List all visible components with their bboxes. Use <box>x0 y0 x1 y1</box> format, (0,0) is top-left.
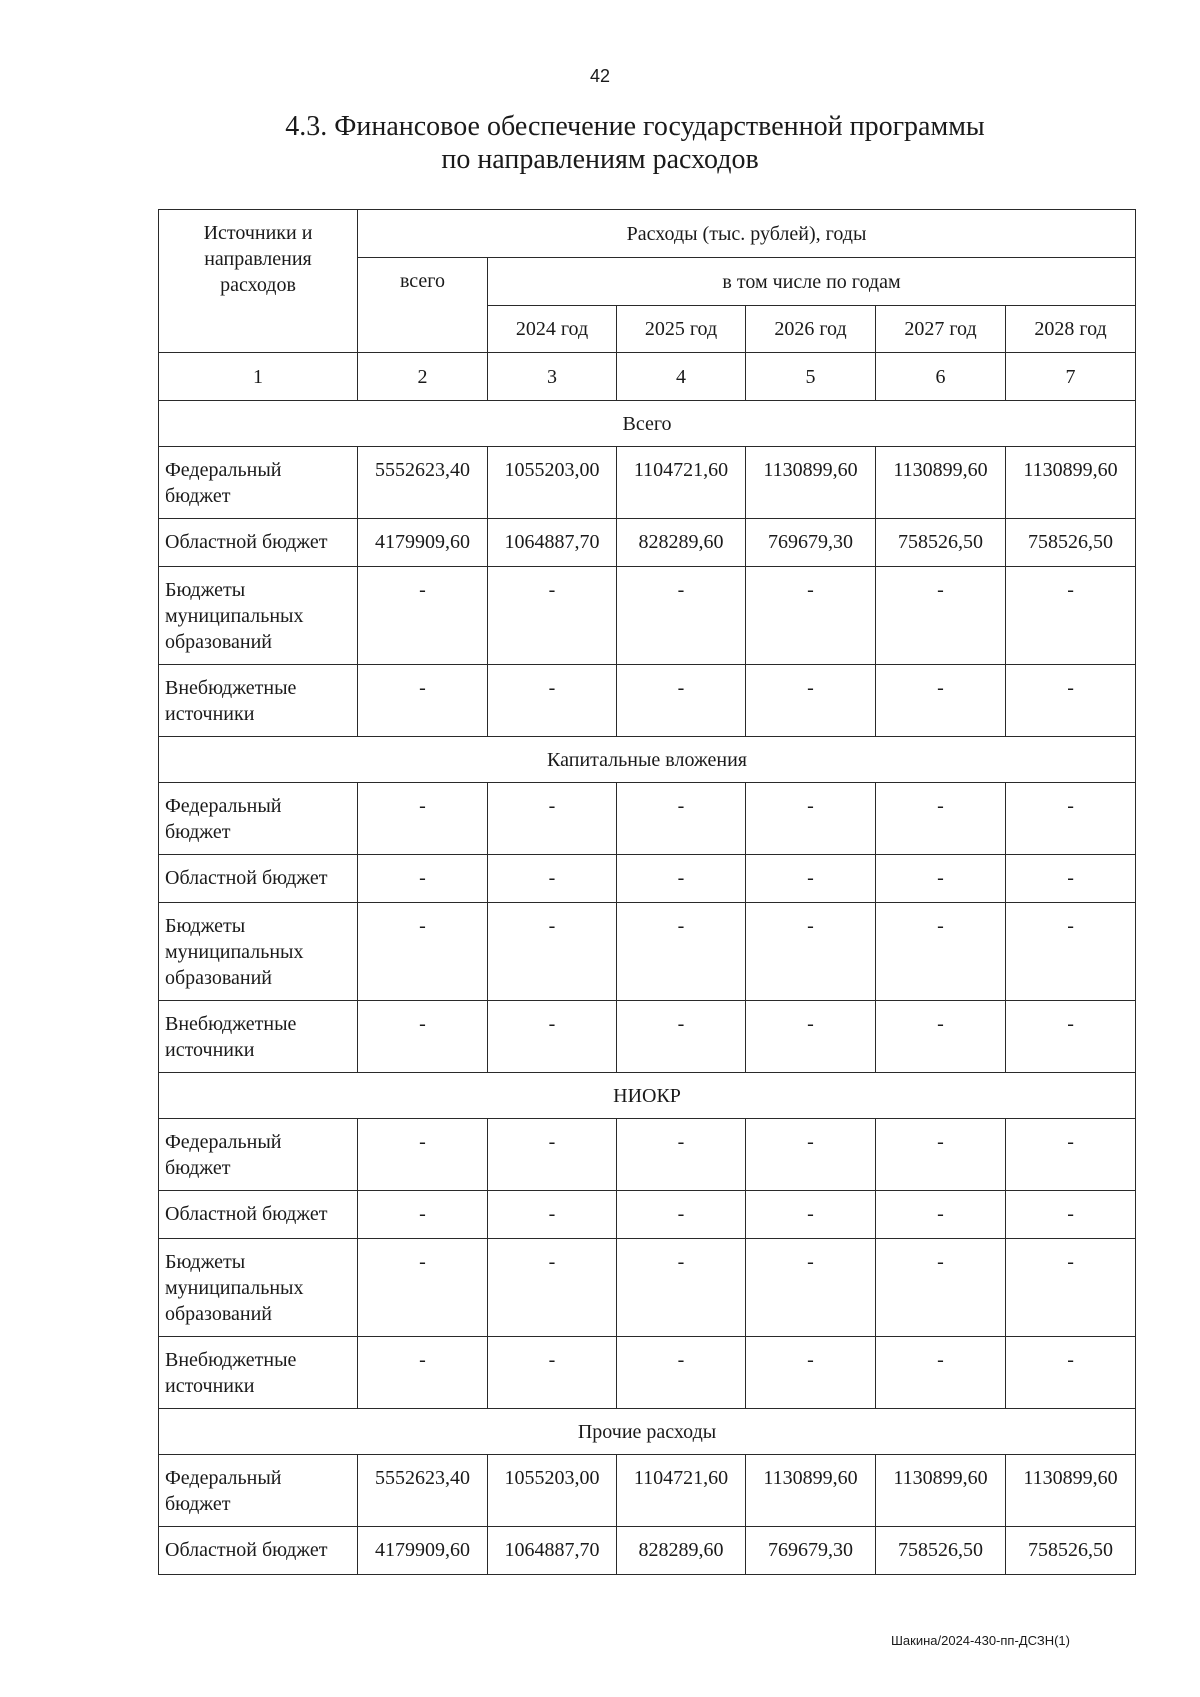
page-title <box>0 110 1200 176</box>
cell-value: - <box>617 1001 746 1073</box>
cell-value: - <box>488 665 617 737</box>
cell-value: - <box>746 1337 876 1409</box>
cell-value: - <box>488 1337 617 1409</box>
cell-value: - <box>358 855 488 903</box>
cell-value: - <box>1006 665 1136 737</box>
cell-value: 1130899,60 <box>876 447 1006 519</box>
table-row <box>159 447 1136 519</box>
table-row <box>159 665 1136 737</box>
cell-value: - <box>876 903 1006 1001</box>
table-row <box>159 519 1136 567</box>
cell-value: 4179909,60 <box>358 1527 488 1575</box>
cell-value: - <box>488 1191 617 1239</box>
title-line-1: 4.3. Финансовое обеспечение государственной программы <box>285 111 985 142</box>
cell-value: - <box>488 1239 617 1337</box>
column-number: 4 <box>617 353 746 401</box>
cell-value: - <box>358 1191 488 1239</box>
table-row <box>159 1119 1136 1191</box>
cell-value: 1064887,70 <box>488 1527 617 1575</box>
cell-value: 1130899,60 <box>1006 1455 1136 1527</box>
cell-value: - <box>617 665 746 737</box>
table-row <box>159 1337 1136 1409</box>
cell-value: - <box>1006 1119 1136 1191</box>
table-row <box>159 1455 1136 1527</box>
cell-value: - <box>876 1191 1006 1239</box>
row-label: Областной бюджет <box>159 855 358 903</box>
cell-value: - <box>876 1119 1006 1191</box>
page-number: 42 <box>589 66 611 86</box>
table-row <box>159 1001 1136 1073</box>
cell-value: 5552623,40 <box>358 1455 488 1527</box>
cell-value: 1104721,60 <box>617 1455 746 1527</box>
row-label: Областной бюджет <box>159 1191 358 1239</box>
cell-value: - <box>488 1001 617 1073</box>
row-label: Федеральный бюджет <box>159 447 358 519</box>
cell-value: - <box>746 1001 876 1073</box>
cell-value: 769679,30 <box>746 519 876 567</box>
cell-value: 758526,50 <box>876 519 1006 567</box>
row-label: Внебюджетные источники <box>159 1337 358 1409</box>
title-line-2: по направлениям расходов <box>441 144 759 175</box>
table-row <box>159 1239 1136 1337</box>
cell-value: - <box>488 903 617 1001</box>
cell-value: - <box>617 1191 746 1239</box>
row-label: Бюджеты муниципальных образований <box>159 903 358 1001</box>
row-label: Федеральный бюджет <box>159 783 358 855</box>
cell-value: 5552623,40 <box>358 447 488 519</box>
header-year: 2025 год <box>617 306 746 353</box>
table-row <box>159 903 1136 1001</box>
table-row <box>159 855 1136 903</box>
row-label: Внебюджетные источники <box>159 665 358 737</box>
cell-value: - <box>746 1239 876 1337</box>
header-year: 2027 год <box>876 306 1006 353</box>
cell-value: - <box>358 1239 488 1337</box>
cell-value: - <box>1006 855 1136 903</box>
header-year: 2024 год <box>488 306 617 353</box>
section-title: Прочие расходы <box>159 1409 1136 1455</box>
cell-value: - <box>617 1119 746 1191</box>
cell-value: - <box>1006 567 1136 665</box>
column-number: 1 <box>159 353 358 401</box>
cell-value: - <box>1006 1337 1136 1409</box>
cell-value: - <box>1006 1239 1136 1337</box>
cell-value: - <box>358 1119 488 1191</box>
cell-value: - <box>358 1001 488 1073</box>
cell-value: - <box>746 567 876 665</box>
cell-value: - <box>876 855 1006 903</box>
header-year: 2028 год <box>1006 306 1136 353</box>
cell-value: - <box>358 567 488 665</box>
row-label: Областной бюджет <box>159 519 358 567</box>
section-title: Капитальные вложения <box>159 737 1136 783</box>
column-number: 5 <box>746 353 876 401</box>
row-label: Бюджеты муниципальных образований <box>159 1239 358 1337</box>
cell-value: - <box>876 665 1006 737</box>
document-footer: Шакина/2024-430-пп-ДСЗН(1) <box>891 1633 1070 1648</box>
cell-value: 4179909,60 <box>358 519 488 567</box>
cell-value: 1055203,00 <box>488 1455 617 1527</box>
cell-value: - <box>617 855 746 903</box>
row-label: Областной бюджет <box>159 1527 358 1575</box>
row-label: Федеральный бюджет <box>159 1119 358 1191</box>
cell-value: 1130899,60 <box>1006 447 1136 519</box>
cell-value: - <box>488 1119 617 1191</box>
header-source-column: Источники и направления расходов <box>159 210 358 353</box>
section-title: НИОКР <box>159 1073 1136 1119</box>
cell-value: - <box>746 665 876 737</box>
cell-value: - <box>1006 783 1136 855</box>
cell-value: - <box>358 783 488 855</box>
cell-value: - <box>358 903 488 1001</box>
table-row <box>159 1191 1136 1239</box>
cell-value: - <box>617 567 746 665</box>
cell-value: 758526,50 <box>1006 519 1136 567</box>
table-row <box>159 1527 1136 1575</box>
cell-value: - <box>358 665 488 737</box>
header-year: 2026 год <box>746 306 876 353</box>
cell-value: - <box>746 1119 876 1191</box>
cell-value: - <box>617 903 746 1001</box>
cell-value: - <box>488 567 617 665</box>
cell-value: 758526,50 <box>876 1527 1006 1575</box>
cell-value: 828289,60 <box>617 1527 746 1575</box>
cell-value: 1130899,60 <box>746 447 876 519</box>
cell-value: - <box>876 1337 1006 1409</box>
header-by-years: в том числе по годам <box>488 258 1136 306</box>
cell-value: 828289,60 <box>617 519 746 567</box>
cell-value: - <box>876 783 1006 855</box>
cell-value: 1130899,60 <box>746 1455 876 1527</box>
cell-value: - <box>617 1337 746 1409</box>
cell-value: - <box>488 855 617 903</box>
cell-value: 758526,50 <box>1006 1527 1136 1575</box>
column-number: 7 <box>1006 353 1136 401</box>
column-number: 3 <box>488 353 617 401</box>
cell-value: - <box>876 567 1006 665</box>
cell-value: 1130899,60 <box>876 1455 1006 1527</box>
header-expenses: Расходы (тыс. рублей), годы <box>358 210 1136 258</box>
cell-value: - <box>746 783 876 855</box>
cell-value: 1055203,00 <box>488 447 617 519</box>
cell-value: - <box>876 1239 1006 1337</box>
row-label: Федеральный бюджет <box>159 1455 358 1527</box>
cell-value: 1064887,70 <box>488 519 617 567</box>
cell-value: - <box>746 1191 876 1239</box>
cell-value: - <box>617 1239 746 1337</box>
column-number: 6 <box>876 353 1006 401</box>
row-label: Внебюджетные источники <box>159 1001 358 1073</box>
table-row <box>159 567 1136 665</box>
cell-value: 1104721,60 <box>617 447 746 519</box>
cell-value: - <box>488 783 617 855</box>
cell-value: - <box>746 903 876 1001</box>
cell-value: - <box>1006 1191 1136 1239</box>
cell-value: - <box>1006 903 1136 1001</box>
cell-value: - <box>358 1337 488 1409</box>
section-title: Всего <box>159 401 1136 447</box>
row-label: Бюджеты муниципальных образований <box>159 567 358 665</box>
cell-value: - <box>617 783 746 855</box>
cell-value: - <box>876 1001 1006 1073</box>
header-total: всего <box>358 258 488 353</box>
cell-value: 769679,30 <box>746 1527 876 1575</box>
column-number: 2 <box>358 353 488 401</box>
cell-value: - <box>1006 1001 1136 1073</box>
table-row <box>159 783 1136 855</box>
cell-value: - <box>746 855 876 903</box>
financing-table <box>158 209 1136 1575</box>
